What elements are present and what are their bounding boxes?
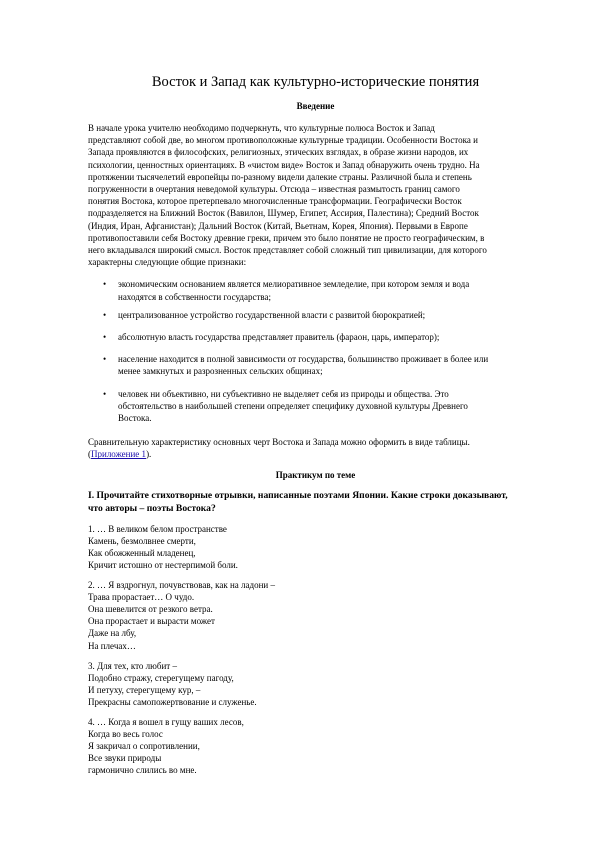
intro-line: В начале урока учителю необходимо подчеркнуть, что культурные полюса Восток и Запад [88,123,435,133]
poem-line: Я закричал о сопротивлении, [88,741,200,752]
list-item [88,388,543,425]
poem-line: Даже на лбу, [88,628,137,639]
poem-2 [88,579,543,652]
poem-line: Она прорастает и вырасти может [88,616,215,627]
list-item-line: человек ни объективно, ни субъективно не выделяет себя из природы и общества. Это [118,388,449,399]
list-item-line: находятся в собственности государства; [118,291,272,302]
list-item [88,309,543,321]
intro-line: представляют собой две, во многом противоположные культурные традиции. Особенности Востока и [88,135,478,146]
poem-line: Подобно стражу, стерегущему пагоду, [88,672,234,683]
poem-line: Прекрасны самопожертвование и служенье. [88,696,257,707]
paren-open: ( [88,449,91,460]
appendix-link[interactable]: Приложение 1 [91,449,147,460]
poem-line: Как обожженный младенец, [88,547,196,558]
list-item-line: население находится в полной зависимости от государства, большинство проживает в более или [118,354,489,365]
list-item [88,331,543,343]
poem-line: Трава прорастает… О чудо. [88,592,195,603]
list-item-line: менее замкнутых и разрозненных сельских общинах; [118,366,323,377]
list-item-line: централизованное устройство государственной власти с развитой бюрократией; [118,309,426,320]
poem-line: гармонично слились во мне. [88,765,197,776]
poem-1 [88,523,543,571]
bullet-icon: • [103,279,107,290]
poem-line: 4. … Когда я вошел в гущу ваших лесов, [88,716,244,727]
document-title: Восток и Запад как культурно-исторические понятия [151,74,480,90]
intro-heading: Введение [296,101,335,111]
bullet-icon: • [103,354,107,365]
intro-line: понятия Востока, которое претерпевало многочисленные трансформации. Географически Восток [88,196,462,207]
intro-line: протяжении тысячелетий европейцы по-разному видели далекие страны. Различной была и степень [88,171,472,182]
task-heading-line: I. Прочитайте стихотворные отрывки, написанные поэтами Японии. Какие строки доказывают, [88,489,508,501]
list-item-line: абсолютную власть государства представляет правитель (фараон, царь, император); [118,332,440,343]
bullet-icon: • [103,388,107,399]
task-heading-line: что авторы – поэты Востока? [88,502,216,514]
bullet-icon: • [103,332,107,343]
list-item [88,278,543,302]
intro-line: погруженности в очертания неведомой культуры. Отсюда – известная размытость границ самого [88,184,460,195]
list-item [88,353,543,377]
list-item-line: экономическим основанием является мелиоративное земледелие, при котором земля и вода [118,279,470,290]
poem-line: Она шевелится от резкого ветра. [88,604,213,615]
intro-line: психологии, ценностных ориентациях. В «чистом виде» Восток и Запад обнаружить очень трудно. На [88,159,480,170]
bullet-icon: • [103,309,107,320]
poem-line: 2. … Я вздрогнул, почувствовав, как на ладони – [88,580,275,591]
poem-line: И петуху, стерегущему кур, – [88,684,201,695]
intro-line: него вкладывался широкий смысл. Восток представляет собой сложный тип цивилизации, для которого [88,245,487,256]
task-heading [88,489,543,515]
intro-line: (Индия, Иран, Афганистан); Дальний Восток (Китай, Вьетнам, Корея, Япония). Первыми в Европе [88,220,468,231]
poem-3 [88,660,543,708]
intro-line: подразделяется на Ближний Восток (Вавилон, Шумер, Египет, Ассирия, Палестина); Средний Восток [88,208,479,219]
practicum-heading: Практикум по теме [275,469,356,480]
intro-paragraph [88,122,543,268]
intro-line: характерны следующие общие признаки: [88,257,247,268]
list-item-line: обстоятельство в наибольшей степени определяет специфику духовной культуры Древнего [118,400,468,411]
features-list [88,278,543,424]
list-item-line: Востока. [118,413,152,424]
poem-line: Кричит истошно от нестерпимой боли. [88,559,238,570]
poem-line: 1. … В великом белом пространстве [88,523,227,534]
comparison-paragraph [88,436,543,460]
intro-line: противопоставили себя Востоку древние греки, причем это было понятие не просто географическим, в [88,232,485,243]
poem-line: Камень, безмолвнее смерти, [88,535,196,546]
poem-line: Когда во весь голос [88,729,163,740]
poem-line: Все звуки природы [88,753,162,764]
comparison-text: Сравнительную характеристику основных черт Востока и Запада можно оформить в виде таблицы. [88,437,470,448]
poem-line: 3. Для тех, кто любит – [88,660,177,671]
poem-line: На плечах… [88,640,136,651]
paren-close: ). [146,449,152,460]
poem-4 [88,716,543,776]
intro-line: Запада проявляются в философских, религиозных, этических взглядах, в образе жизни народов, их [88,147,469,158]
